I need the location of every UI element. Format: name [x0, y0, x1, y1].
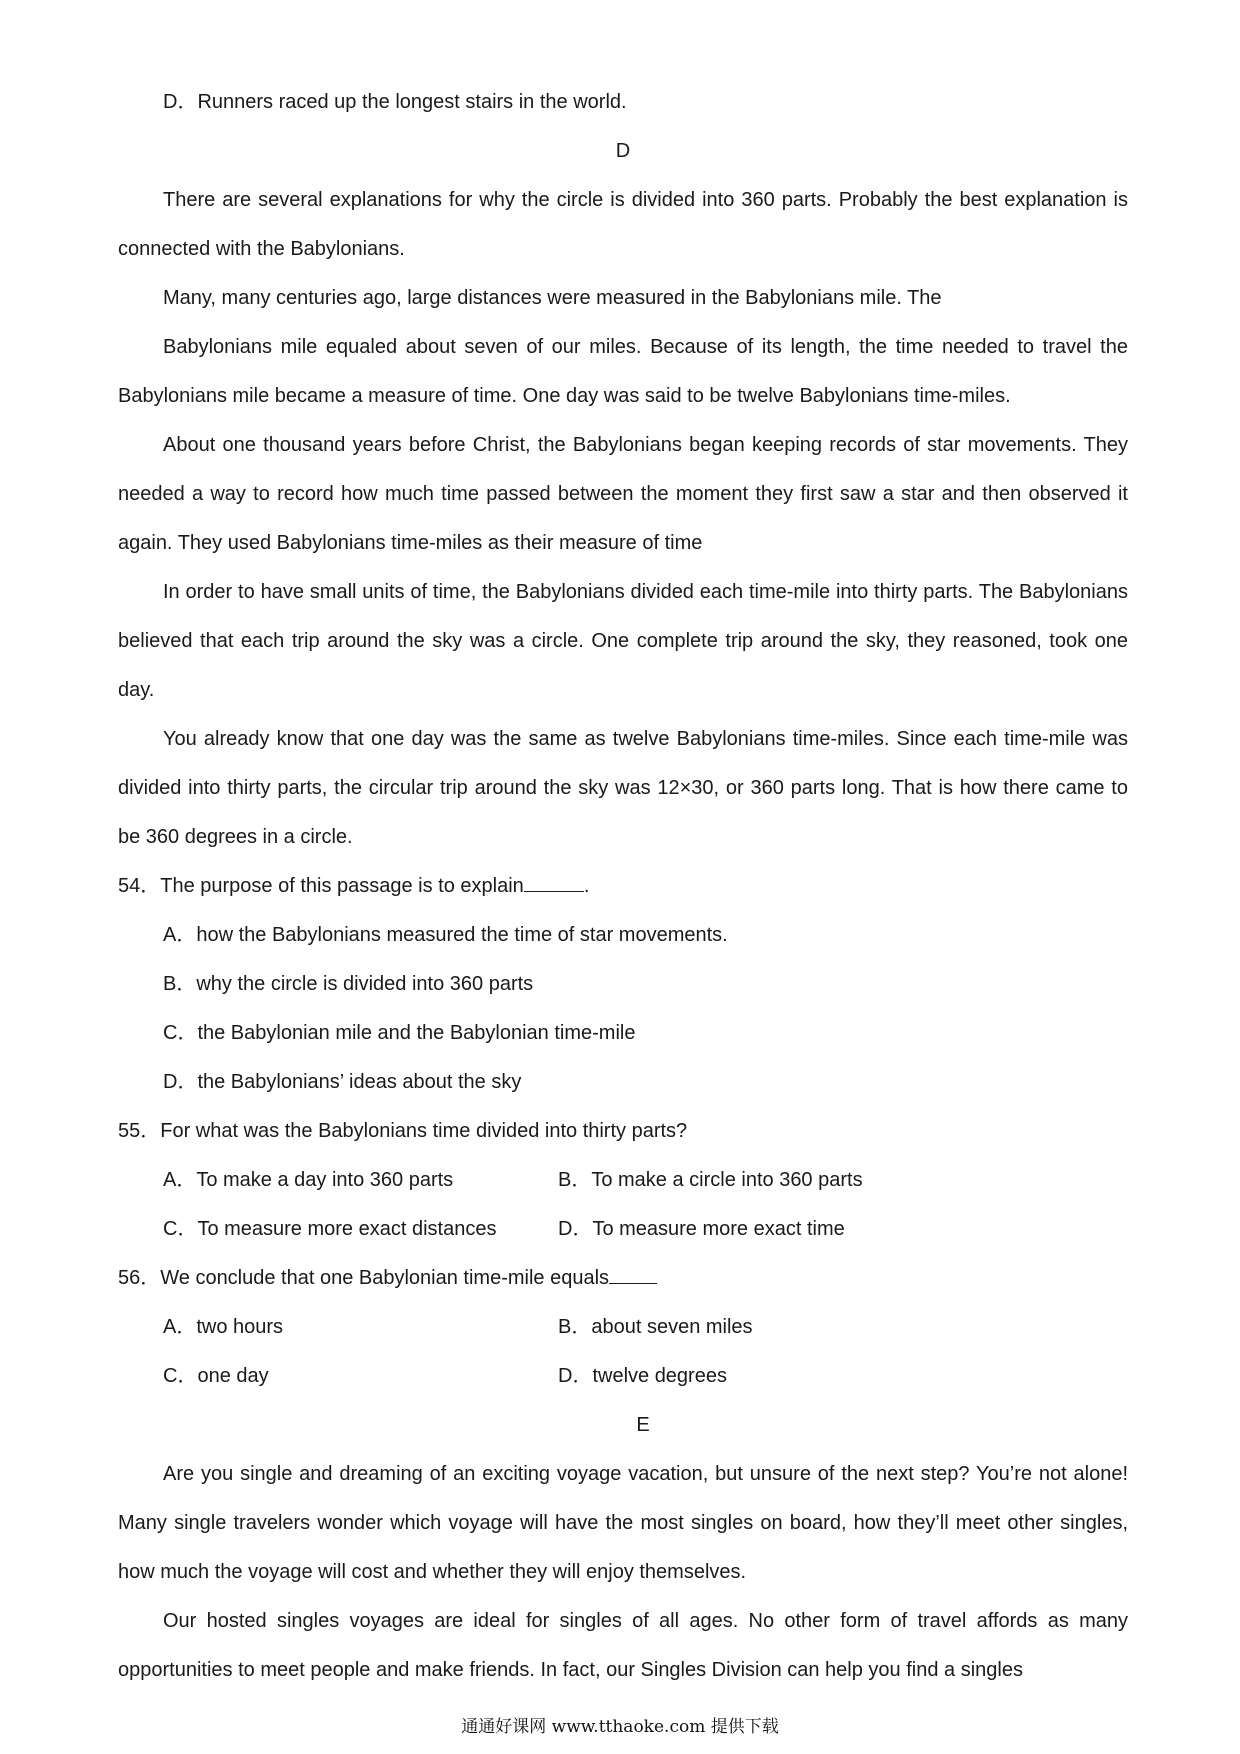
answer-blank: [524, 873, 584, 892]
passage-paragraph: About one thousand years before Christ, the Babylonians began keeping records of star movements. They needed a way to record how much time passed between the moment they first saw a star and then observed it again. They used Babylonians time-miles as their measure of time: [118, 434, 1128, 554]
question-54-stem: [118, 862, 1128, 911]
question-54-option-c: C．the Babylonian mile and the Babylonian time-mile: [163, 1022, 636, 1044]
page-content: [118, 78, 1128, 1695]
answer-blank: [609, 1265, 657, 1284]
passage-paragraph: Our hosted singles voyages are ideal for singles of all ages. No other form of travel affords as many opportunities to meet people and make friends. In fact, our Singles Division can help you find a singles: [118, 1610, 1128, 1681]
question-55-options-row: [118, 1156, 1128, 1205]
passage-paragraph: You already know that one day was the same as twelve Babylonians time-miles. Since each time-mile was divided into thirty parts, the circular trip around the sky was 12×30, or 360 parts long. That is how there came to be 360 degrees in a circle.: [118, 728, 1128, 848]
question-56-options-row: [118, 1303, 1128, 1352]
section-d-heading: D: [615, 140, 631, 162]
question-55-option-d: D．To measure more exact time: [558, 1218, 845, 1240]
question-56-options-row: [118, 1352, 1128, 1401]
question-end: .: [583, 875, 590, 897]
question-55-stem: 55．For what was the Babylonians time divided into thirty parts?: [118, 1120, 688, 1142]
question-56-option-a: A．two hours: [163, 1316, 284, 1338]
section-e-passage: [118, 1450, 1128, 1695]
previous-option-d: D．Runners raced up the longest stairs in the world.: [163, 91, 627, 113]
question-55-option-c: C．To measure more exact distances: [163, 1218, 497, 1240]
passage-paragraph: There are several explanations for why the circle is divided into 360 parts. Probably the best explanation is connected with the Babylonians.: [118, 189, 1128, 260]
section-e-heading: E: [636, 1414, 650, 1436]
question-text: 56．We conclude that one Babylonian time-mile equals: [118, 1267, 610, 1289]
page-footer: 通通好课网 www.tthaoke.com 提供下载: [461, 1717, 779, 1737]
question-54-option-b: B．why the circle is divided into 360 parts: [163, 973, 534, 995]
question-54-option-a: A．how the Babylonians measured the time of star movements.: [163, 924, 728, 946]
question-55-options-row: [118, 1205, 1128, 1254]
question-54-option-d: D．the Babylonians’ ideas about the sky: [163, 1071, 522, 1093]
question-56-stem: [118, 1254, 1128, 1303]
question-56-option-d: D．twelve degrees: [558, 1365, 727, 1387]
question-56-option-c: C．one day: [163, 1365, 269, 1387]
passage-paragraph: Many, many centuries ago, large distances were measured in the Babylonians mile. The: [163, 287, 942, 309]
passage-paragraph: Are you single and dreaming of an exciting voyage vacation, but unsure of the next step? You’re not alone! Many single travelers wonder which voyage will have the most singles on board, how they’ll meet other singles, how much the voyage will cost and whether they will enjoy themselves.: [118, 1463, 1128, 1583]
passage-paragraph: In order to have small units of time, the Babylonians divided each time-mile into thirty parts. The Babylonians believed that each trip around the sky was a circle. One complete trip around the sky, they reasoned, took one day.: [118, 581, 1128, 701]
section-d-passage: [118, 176, 1128, 862]
question-55-option-b: B．To make a circle into 360 parts: [558, 1169, 863, 1191]
passage-paragraph: Babylonians mile equaled about seven of our miles. Because of its length, the time needed to travel the Babylonians mile became a measure of time. One day was said to be twelve Babylonians time-miles.: [118, 336, 1128, 407]
question-56-option-b: B．about seven miles: [558, 1316, 753, 1338]
question-text: 54．The purpose of this passage is to explain: [118, 875, 524, 897]
question-55-option-a: A．To make a day into 360 parts: [163, 1169, 454, 1191]
